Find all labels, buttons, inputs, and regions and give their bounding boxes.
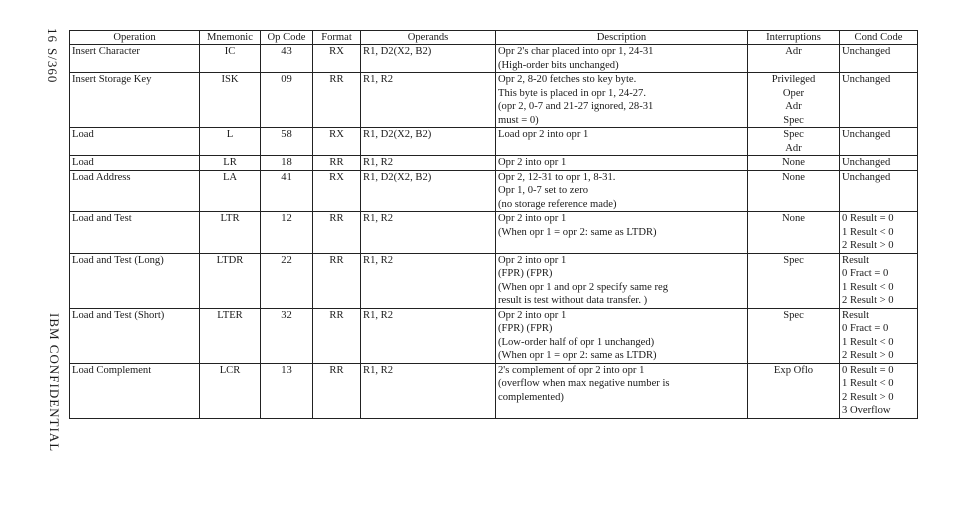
cell-description-line: complemented) [498, 391, 564, 403]
cell-interruptions [748, 363, 840, 418]
header-operation: Operation [70, 31, 200, 45]
cell-description-line: (FPR) (FPR) [498, 268, 553, 279]
instruction-table [69, 30, 918, 419]
cell-operation: Load [70, 128, 200, 156]
cell-cond-code [840, 170, 918, 212]
cell-cond-code-line: 1 Result < 0 [842, 226, 894, 238]
cell-format: RX [313, 128, 361, 156]
cell-operation: Load and Test [70, 212, 200, 254]
cell-format: RR [313, 156, 361, 171]
table-row [70, 363, 918, 418]
header-format: Format [313, 31, 361, 45]
cell-cond-code-line: Unchanged [842, 129, 891, 140]
cell-interruptions-line: Spec [783, 114, 804, 126]
cell-cond-code-line: Unchanged [842, 157, 891, 168]
cell-opcode: 43 [261, 45, 313, 73]
header-operands: Operands [361, 31, 496, 45]
cell-cond-code [840, 363, 918, 418]
cell-cond-code-line: Result [842, 309, 870, 321]
cell-cond-code [840, 308, 918, 363]
cell-operation: Load and Test (Long) [70, 253, 200, 308]
cell-description-line: This byte is placed in opr 1, 24-27. [498, 87, 646, 99]
cell-description-line: Opr 2 into opr 1 [498, 309, 567, 321]
cell-description-line: Opr 1, 0-7 set to zero [498, 185, 589, 196]
cell-mnemonic: IC [200, 45, 261, 73]
cell-description-line: Opr 2 into opr 1 [498, 254, 567, 266]
cell-interruptions-line: Oper [782, 87, 805, 99]
cell-interruptions-line: Adr [785, 101, 802, 112]
cell-description-line: (no storage reference made) [498, 198, 617, 210]
cell-mnemonic: LR [200, 156, 261, 171]
table-row [70, 170, 918, 212]
cell-interruptions-line: Adr [785, 142, 802, 154]
cell-format: RR [313, 73, 361, 128]
table-row [70, 156, 918, 171]
cell-format: RR [313, 212, 361, 254]
cell-operands: R1, D2(X2, B2) [361, 45, 496, 73]
cell-cond-code-line: 3 Overflow [842, 405, 891, 416]
cell-opcode: 22 [261, 253, 313, 308]
cell-operation: Load Address [70, 170, 200, 212]
header-cond-code: Cond Code [840, 31, 918, 45]
cell-operands: R1, R2 [361, 253, 496, 308]
cell-cond-code-line: 0 Fract = 0 [842, 268, 889, 279]
cell-interruptions [748, 73, 840, 128]
cell-operation: Insert Character [70, 45, 200, 73]
cell-cond-code-line: Result [842, 254, 870, 266]
cell-interruptions-line: Spec [783, 129, 804, 140]
cell-format: RX [313, 45, 361, 73]
cell-operands: R1, R2 [361, 308, 496, 363]
cell-description-line: result is test without data transfer. ) [498, 295, 648, 306]
table-row [70, 253, 918, 308]
cell-description-line: Opr 2, 8-20 fetches sto key byte. [498, 74, 637, 85]
cell-format: RR [313, 308, 361, 363]
cell-cond-code-line: 2 Result > 0 [842, 295, 894, 306]
cell-opcode: 09 [261, 73, 313, 128]
cell-description [496, 253, 748, 308]
header-mnemonic: Mnemonic [200, 31, 261, 45]
cell-interruptions-line: Spec [783, 254, 804, 266]
page-number: 16 [45, 28, 60, 43]
cell-interruptions-line: Spec [783, 309, 804, 321]
cell-format: RR [313, 363, 361, 418]
cell-interruptions [748, 308, 840, 363]
cell-format: RX [313, 170, 361, 212]
cell-operands: R1, R2 [361, 212, 496, 254]
cell-description-line: must = 0) [498, 114, 539, 126]
cell-description-line: Opr 2's char placed into opr 1, 24-31 [498, 46, 654, 57]
cell-cond-code-line: Unchanged [842, 46, 891, 57]
cell-cond-code-line: 0 Result = 0 [842, 213, 894, 224]
cell-interruptions [748, 45, 840, 73]
cell-operation: Load Complement [70, 363, 200, 418]
cell-cond-code-line: Unchanged [842, 171, 891, 183]
cell-description-line: (opr 2, 0-7 and 21-27 ignored, 28-31 [498, 101, 654, 112]
cell-cond-code-line: Unchanged [842, 74, 891, 85]
cell-interruptions-line: Exp Oflo [773, 364, 814, 376]
cell-operation: Load [70, 156, 200, 171]
cell-mnemonic: L [200, 128, 261, 156]
cell-description [496, 128, 748, 156]
cell-description [496, 73, 748, 128]
cell-cond-code [840, 73, 918, 128]
cell-mnemonic: LTDR [200, 253, 261, 308]
table-row [70, 128, 918, 156]
cell-cond-code [840, 156, 918, 171]
cell-description-line: (Low-order half of opr 1 unchanged) [498, 336, 655, 348]
cell-operands: R1, R2 [361, 363, 496, 418]
cell-description [496, 212, 748, 254]
cell-description [496, 363, 748, 418]
cell-description-line: Opr 2 into opr 1 [498, 157, 567, 168]
cell-mnemonic: LCR [200, 363, 261, 418]
cell-operation: Insert Storage Key [70, 73, 200, 128]
cell-interruptions-line: None [782, 157, 805, 168]
cell-description [496, 170, 748, 212]
cell-operands: R1, D2(X2, B2) [361, 170, 496, 212]
cell-description-line: (overflow when max negative number is [498, 378, 670, 389]
table-row [70, 45, 918, 73]
cell-opcode: 12 [261, 212, 313, 254]
header-opcode: Op Code [261, 31, 313, 45]
cell-mnemonic: LTR [200, 212, 261, 254]
cell-interruptions-line: Privileged [771, 74, 816, 85]
cell-interruptions-line: None [782, 213, 805, 224]
confidential-label: IBM CONFIDENTIAL [47, 313, 62, 453]
cell-mnemonic: LA [200, 170, 261, 212]
cell-description-line: (High-order bits unchanged) [498, 59, 619, 71]
cell-opcode: 32 [261, 308, 313, 363]
cell-operands: R1, D2(X2, B2) [361, 128, 496, 156]
cell-cond-code [840, 45, 918, 73]
series-label: S/360 [45, 48, 60, 84]
cell-cond-code-line: 2 Result > 0 [842, 391, 894, 403]
cell-cond-code-line: 0 Result = 0 [842, 364, 894, 376]
cell-interruptions [748, 253, 840, 308]
cell-interruptions [748, 212, 840, 254]
table-row [70, 308, 918, 363]
cell-cond-code [840, 212, 918, 254]
cell-description-line: Opr 2, 12-31 to opr 1, 8-31. [498, 171, 616, 183]
table-header-row [70, 31, 918, 45]
cell-description-line: (When opr 1 = opr 2: same as LTDR) [498, 226, 657, 238]
cell-interruptions-line: Adr [785, 46, 802, 57]
cell-description-line: 2's complement of opr 2 into opr 1 [498, 364, 645, 376]
cell-description [496, 308, 748, 363]
cell-cond-code-line: 1 Result < 0 [842, 336, 894, 348]
cell-cond-code-line: 0 Fract = 0 [842, 323, 889, 334]
cell-description [496, 156, 748, 171]
cell-description-line: (When opr 1 and opr 2 specify same reg [498, 281, 669, 293]
cell-operation: Load and Test (Short) [70, 308, 200, 363]
table-row [70, 73, 918, 128]
cell-operands: R1, R2 [361, 73, 496, 128]
cell-cond-code-line: 2 Result > 0 [842, 240, 894, 251]
header-interruptions: Interruptions [748, 31, 840, 45]
cell-description [496, 45, 748, 73]
cell-format: RR [313, 253, 361, 308]
cell-cond-code [840, 253, 918, 308]
cell-description-line: (When opr 1 = opr 2: same as LTDR) [498, 350, 657, 361]
cell-cond-code [840, 128, 918, 156]
cell-opcode: 13 [261, 363, 313, 418]
cell-interruptions [748, 170, 840, 212]
cell-description-line: Load opr 2 into opr 1 [498, 129, 589, 140]
cell-interruptions-line: None [782, 171, 805, 183]
cell-cond-code-line: 1 Result < 0 [842, 281, 894, 293]
cell-opcode: 18 [261, 156, 313, 171]
cell-interruptions [748, 128, 840, 156]
cell-mnemonic: LTER [200, 308, 261, 363]
cell-mnemonic: ISK [200, 73, 261, 128]
cell-opcode: 41 [261, 170, 313, 212]
cell-description-line: Opr 2 into opr 1 [498, 213, 567, 224]
cell-description-line: (FPR) (FPR) [498, 323, 553, 334]
table-row [70, 212, 918, 254]
cell-opcode: 58 [261, 128, 313, 156]
cell-operands: R1, R2 [361, 156, 496, 171]
header-description: Description [496, 31, 748, 45]
cell-interruptions [748, 156, 840, 171]
cell-cond-code-line: 1 Result < 0 [842, 378, 894, 389]
cell-cond-code-line: 2 Result > 0 [842, 350, 894, 361]
